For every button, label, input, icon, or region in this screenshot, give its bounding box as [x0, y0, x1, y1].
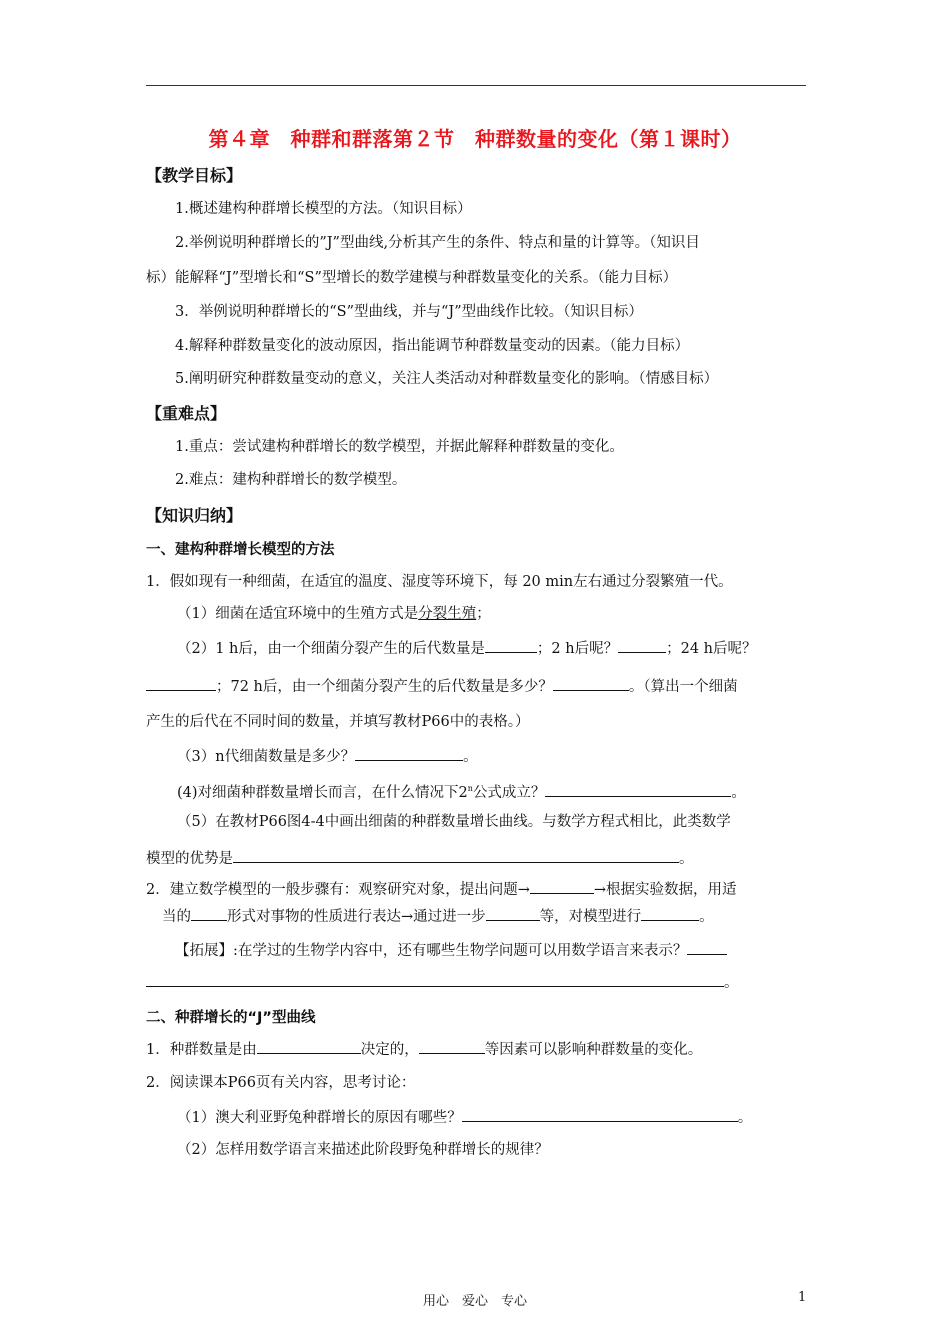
q1-3-end: 。 [463, 749, 478, 765]
q1-4-exponent: n [467, 784, 473, 793]
blank-1h[interactable] [485, 638, 537, 653]
q1-4-text-b: 公式成立？ [472, 784, 546, 801]
question-2-cont [162, 906, 714, 927]
q2-text-c: 当的 [162, 909, 191, 925]
objectives-heading: 【教学目标】 [146, 166, 243, 185]
question-1-1 [177, 604, 491, 624]
q2-text-d: 形式对事物的性质进行表达→通过进一步 [227, 909, 486, 925]
question-1: 1．假如现有一种细菌，在适宜的温度、湿度等环境下，每 20 min左右通过分裂繁殖一代。 [146, 574, 733, 590]
q1-2-text-a: （2）1 h后，由一个细菌分裂产生的后代数量是 [177, 641, 485, 657]
objective-1: 1.概述建构种群增长模型的方法。（知识目标） [175, 201, 472, 217]
q1-1-answer: 分裂生殖 [418, 606, 477, 622]
point-2-1 [177, 1107, 752, 1128]
blank-math-form[interactable] [191, 906, 227, 921]
q1-2-text-d: ；72 h后，由一个细菌分裂产生的后代数量是多少？ [216, 679, 553, 695]
p2-1-end: 。 [737, 1110, 753, 1126]
q1-4-text-a: (4)对细菌种群数量增长而言，在什么情况下2 [177, 784, 468, 801]
objective-2-cont: 标）能解释“J”型增长和“S”型增长的数学建模与种群数量变化的关系。（能力目标） [146, 270, 678, 286]
extension-cont [146, 972, 739, 993]
q1-3-text: （3）n代细菌数量是多少？ [177, 749, 356, 765]
question-1-5-cont [146, 848, 694, 869]
q1-2-text-b: ；2 h后呢？ [536, 641, 619, 657]
q2-end: 。 [699, 909, 714, 925]
q2-text-b: →根据实验数据，用适 [593, 882, 737, 898]
q2-text-e: 等，对模型进行 [539, 909, 642, 925]
keypoint-2: 2.难点：建构种群增长的数学模型。 [175, 472, 407, 488]
q1-5-text: 模型的优势是 [146, 851, 233, 867]
section-1-title: 一、建构种群增长模型的方法 [146, 542, 335, 558]
q1-1-end: ； [476, 606, 491, 622]
q1-1-text: （1）细菌在适宜环境中的生殖方式是 [177, 606, 419, 622]
point-1 [146, 1039, 702, 1060]
extension-text: 【拓展】:在学过的生物学内容中，还有哪些生物学问题可以用数学语言来表示？ [175, 943, 688, 959]
extension-end: 。 [724, 975, 739, 991]
question-2 [146, 879, 737, 900]
blank-72h[interactable] [553, 676, 629, 691]
objective-3: 3．举例说明种群增长的“S”型曲线，并与“J”型曲线作比较。（知识目标） [175, 304, 643, 320]
blank-model-advantage[interactable] [233, 848, 679, 863]
blank-hypothesis[interactable] [530, 879, 594, 894]
objective-4: 4.解释种群数量变化的波动原因，指出能调节种群数量变动的因素。（能力目标） [175, 338, 690, 354]
objective-5: 5.阐明研究种群数量变动的意义，关注人类活动对种群数量变化的影响。（情感目标） [175, 371, 719, 387]
question-1-3 [177, 746, 478, 767]
page-title: 第４章 种群和群落第２节 种群数量的变化（第１课时） [208, 127, 742, 151]
p2-1-text: （1）澳大利亚野兔种群增长的原因有哪些？ [177, 1110, 462, 1126]
q1-2-text-e: 。（算出一个细菌 [628, 679, 738, 695]
p1-text-a: 1．种群数量是由 [146, 1042, 257, 1058]
q1-2-text-c: ；24 h后呢？ [666, 641, 757, 657]
blank-factors[interactable] [419, 1039, 485, 1054]
section-2-title: 二、种群增长的“J”型曲线 [146, 1010, 316, 1026]
objective-2: 2.举例说明种群增长的”J”型曲线,分析其产生的条件、特点和量的计算等。（知识目 [175, 235, 700, 251]
question-1-5: （5）在教材P66图4-4中画出细菌的种群数量增长曲线。与数学方程式相比，此类数学 [177, 814, 731, 830]
knowledge-heading: 【知识归纳】 [146, 506, 243, 525]
p1-text-c: 等因素可以影响种群数量的变化。 [484, 1042, 703, 1058]
point-2: 2．阅读课本P66页有关内容，思考讨论： [146, 1075, 416, 1091]
keypoint-1: 1.重点：尝试建构种群增长的数学模型，并据此解释种群数量的变化。 [175, 439, 624, 455]
header-rule [146, 85, 806, 86]
blank-formula-condition[interactable] [545, 782, 731, 797]
question-1-4 [177, 779, 746, 803]
p1-text-b: 决定的， [360, 1042, 419, 1058]
blank-determinants[interactable] [257, 1039, 361, 1054]
blank-extension-line[interactable] [146, 972, 724, 987]
question-1-2-cont [146, 676, 738, 697]
q2-text-a: 2．建立数学模型的一般步骤有：观察研究对象，提出问题→ [146, 882, 530, 898]
blank-revision[interactable] [641, 906, 699, 921]
page-number: 1 [798, 1290, 807, 1305]
footer-motto: 用心 爱心 专心 [422, 1294, 527, 1309]
blank-rabbit-reasons[interactable] [462, 1107, 738, 1122]
keypoints-heading: 【重难点】 [146, 404, 227, 423]
blank-extension[interactable] [687, 940, 727, 955]
q1-4-end: 。 [731, 784, 746, 801]
blank-2h[interactable] [618, 638, 666, 653]
blank-n-generations[interactable] [355, 746, 463, 761]
blank-verification[interactable] [486, 906, 540, 921]
blank-24h[interactable] [146, 676, 216, 691]
extension [175, 940, 727, 961]
point-2-2: （2）怎样用数学语言来描述此阶段野兔种群增长的规律？ [177, 1142, 549, 1158]
q1-5-end: 。 [679, 851, 694, 867]
question-1-2-note: 产生的后代在不同时间的数量，并填写教材P66中的表格。） [146, 714, 530, 730]
question-1-2 [177, 638, 757, 659]
